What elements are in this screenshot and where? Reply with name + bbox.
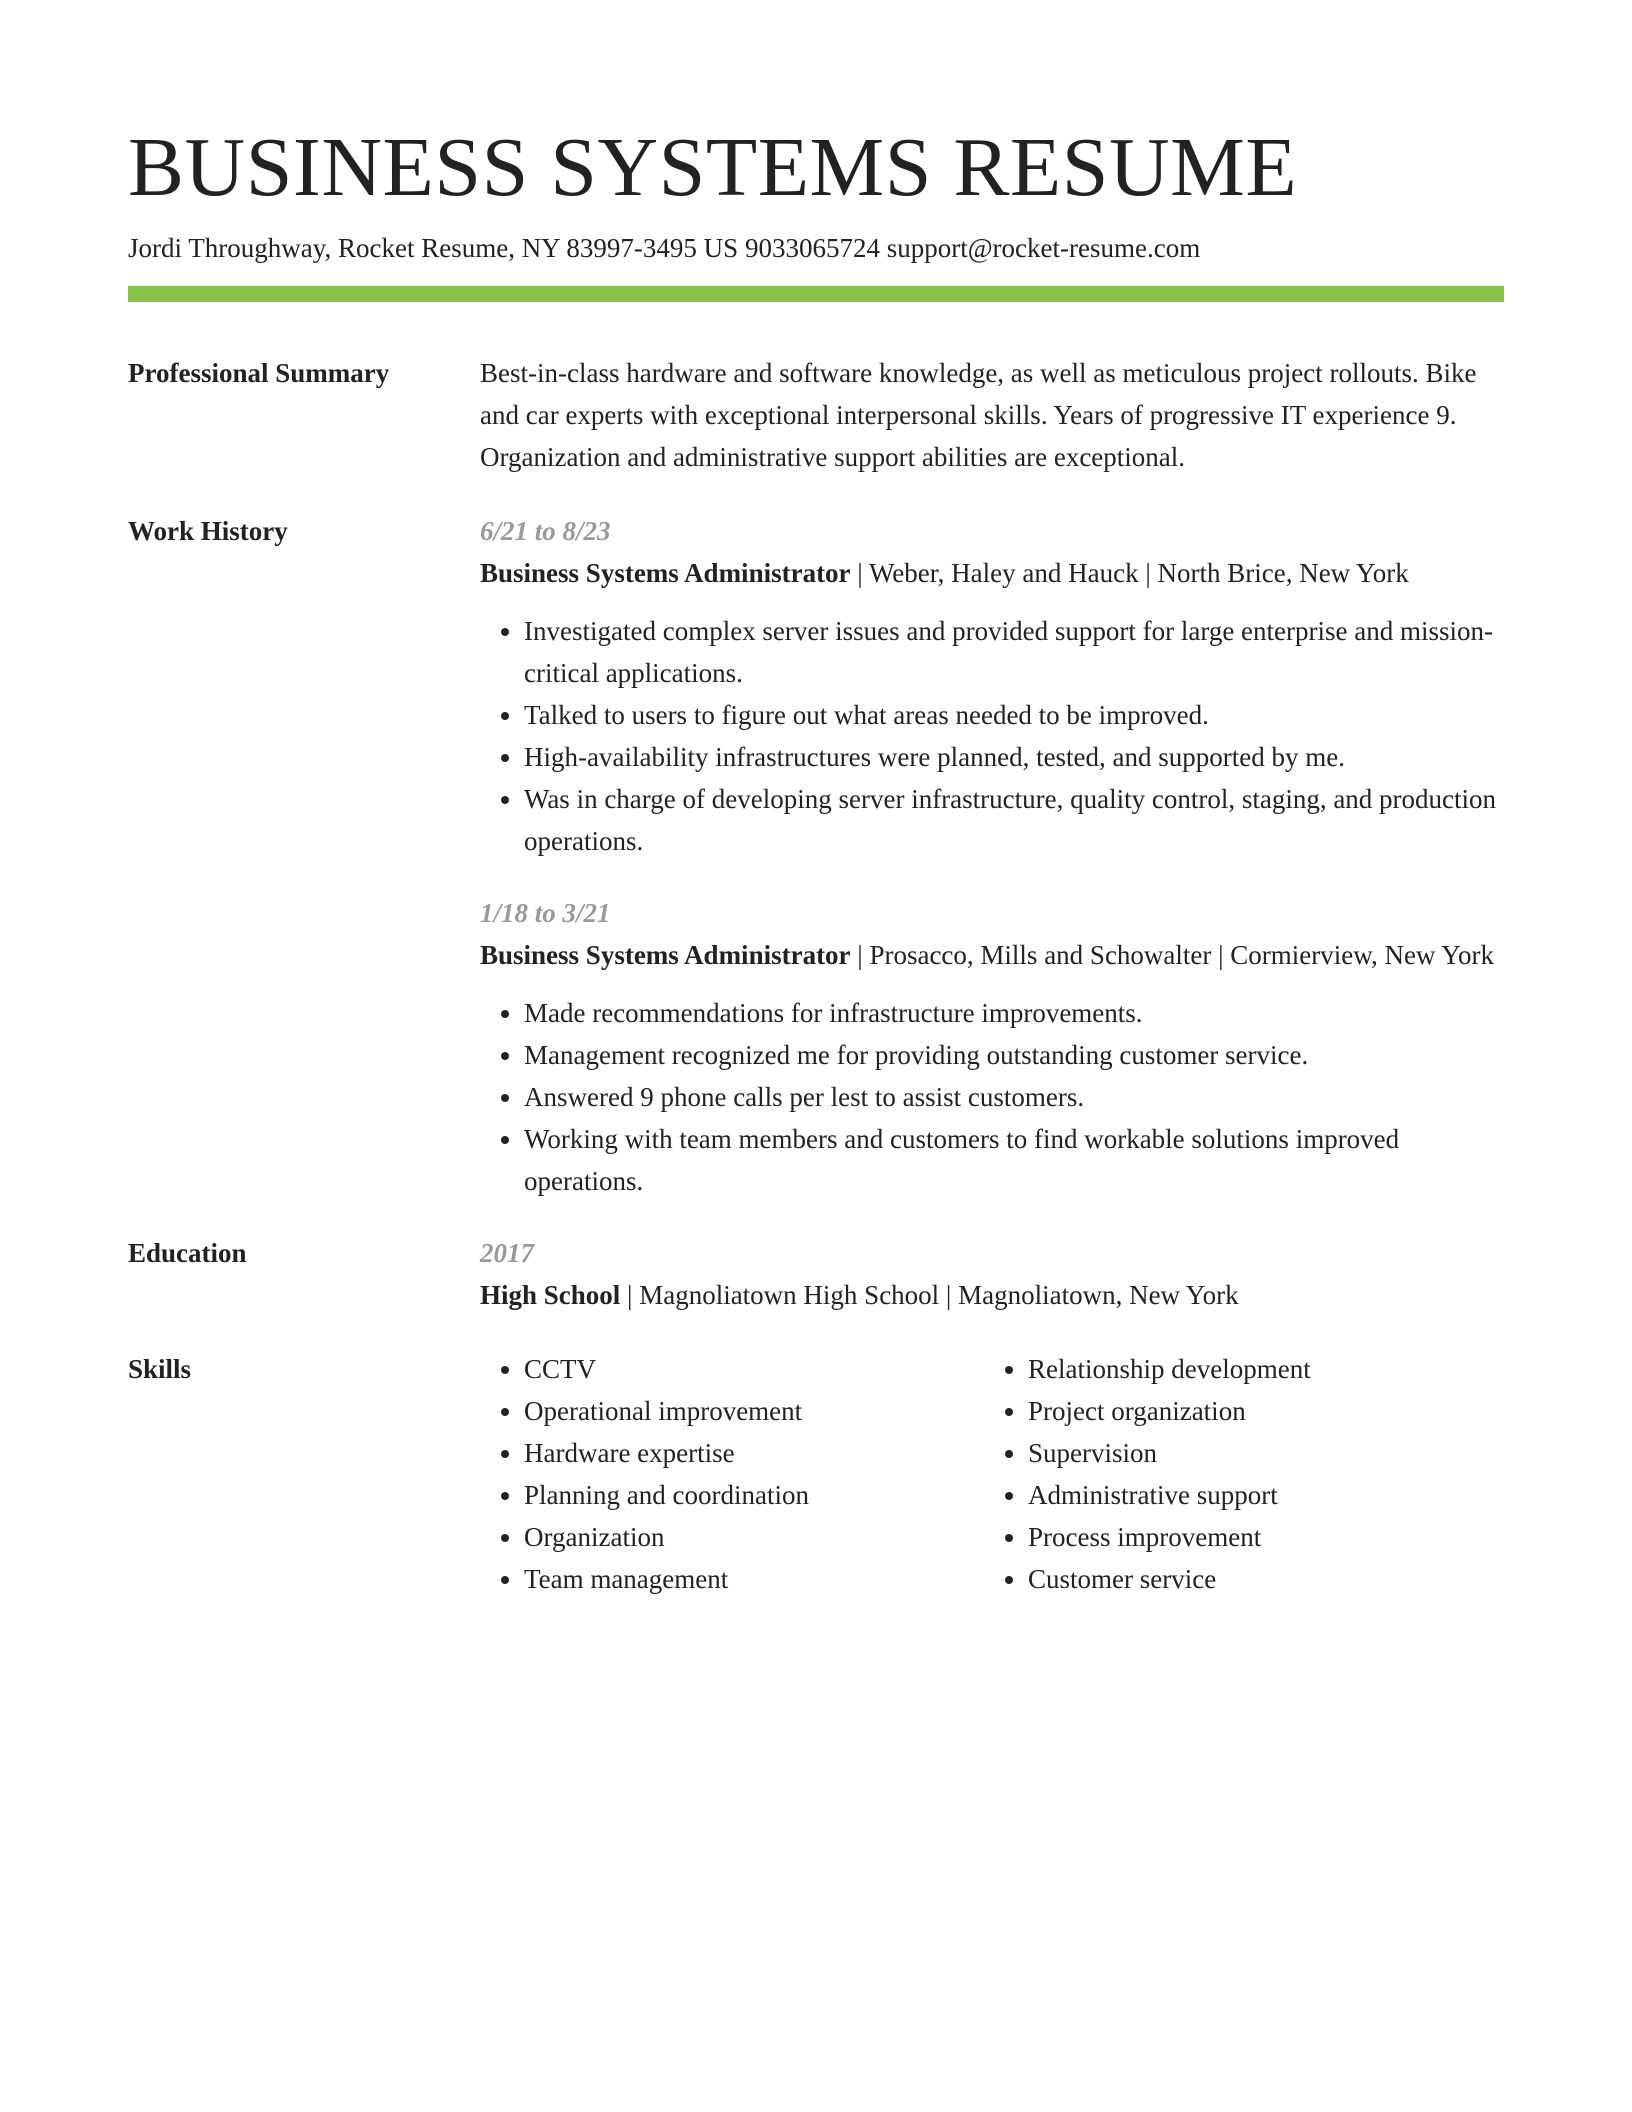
skill-item: • Relationship development xyxy=(1028,1348,1488,1390)
skills-section xyxy=(128,1348,1504,1600)
accent-divider xyxy=(128,286,1504,302)
job-details: | Weber, Haley and Hauck | North Brice, New York xyxy=(850,558,1409,588)
list-item: • Made recommendations for infrastructure improvements. xyxy=(524,992,1504,1034)
skills-body xyxy=(480,1348,1504,1600)
job-title: Business Systems Administrator xyxy=(480,558,851,588)
education-section xyxy=(128,1232,1504,1316)
skills-grid xyxy=(480,1348,1504,1600)
professional-summary-section xyxy=(128,352,1504,478)
job-heading xyxy=(480,934,1504,976)
skill-item: • Hardware expertise xyxy=(524,1432,984,1474)
summary-text: Best-in-class hardware and software knowledge, as well as meticulous project rollouts. Bike and car experts with exceptional interpersonal skills. Years of progressive IT experience 9. Organization and administrative support abilities are exceptional. xyxy=(480,358,1477,472)
skills-column-right xyxy=(984,1348,1488,1600)
section-label-education: Education xyxy=(128,1238,247,1268)
job-details: | Prosacco, Mills and Schowalter | Cormierview, New York xyxy=(850,940,1495,970)
resume-page xyxy=(128,118,1504,1600)
skill-item: • Team management xyxy=(524,1558,984,1600)
skill-item: • Project organization xyxy=(1028,1390,1488,1432)
job-dates: 1/18 to 3/21 xyxy=(480,898,611,928)
skills-column-left xyxy=(480,1348,984,1600)
education-entry xyxy=(480,1232,1504,1316)
list-item: • Investigated complex server issues and provided support for large enterprise and mission-critical applications. xyxy=(524,610,1504,694)
section-label-summary: Professional Summary xyxy=(128,358,390,388)
skill-item: • Planning and coordination xyxy=(524,1474,984,1516)
job-dates: 6/21 to 8/23 xyxy=(480,516,611,546)
education-heading xyxy=(480,1274,1504,1316)
work-entries xyxy=(480,510,1504,1202)
job-entry xyxy=(480,510,1504,862)
job-heading xyxy=(480,552,1504,594)
skill-item: • Customer service xyxy=(1028,1558,1488,1600)
skill-item: • Process improvement xyxy=(1028,1516,1488,1558)
section-label-work: Work History xyxy=(128,516,288,546)
skill-item: • CCTV xyxy=(524,1348,984,1390)
list-item: • Working with team members and customers to find workable solutions improved operations. xyxy=(524,1118,1504,1202)
list-item: • Answered 9 phone calls per lest to assist customers. xyxy=(524,1076,1504,1118)
skill-item: • Supervision xyxy=(1028,1432,1488,1474)
work-history-section xyxy=(128,510,1504,1202)
job-bullets xyxy=(480,610,1504,862)
education-details: | Magnoliatown High School | Magnoliatown, New York xyxy=(620,1280,1239,1310)
contact-line: Jordi Throughway, Rocket Resume, NY 83997-3495 US 9033065724 support@rocket-resume.com xyxy=(128,233,1201,263)
list-item: • Was in charge of developing server infrastructure, quality control, staging, and production operations. xyxy=(524,778,1504,862)
list-item: • High-availability infrastructures were planned, tested, and supported by me. xyxy=(524,736,1504,778)
skill-item: • Administrative support xyxy=(1028,1474,1488,1516)
job-bullets xyxy=(480,992,1504,1202)
list-item: • Talked to users to figure out what areas needed to be improved. xyxy=(524,694,1504,736)
skill-item: • Operational improvement xyxy=(524,1390,984,1432)
education-degree: High School xyxy=(480,1280,621,1310)
section-label-skills: Skills xyxy=(128,1354,192,1384)
resume-title: BUSINESS SYSTEMS RESUME xyxy=(128,121,1298,214)
education-year: 2017 xyxy=(480,1238,534,1268)
job-entry xyxy=(480,892,1504,1202)
list-item: • Management recognized me for providing outstanding customer service. xyxy=(524,1034,1504,1076)
job-title: Business Systems Administrator xyxy=(480,940,851,970)
skill-item: • Organization xyxy=(524,1516,984,1558)
